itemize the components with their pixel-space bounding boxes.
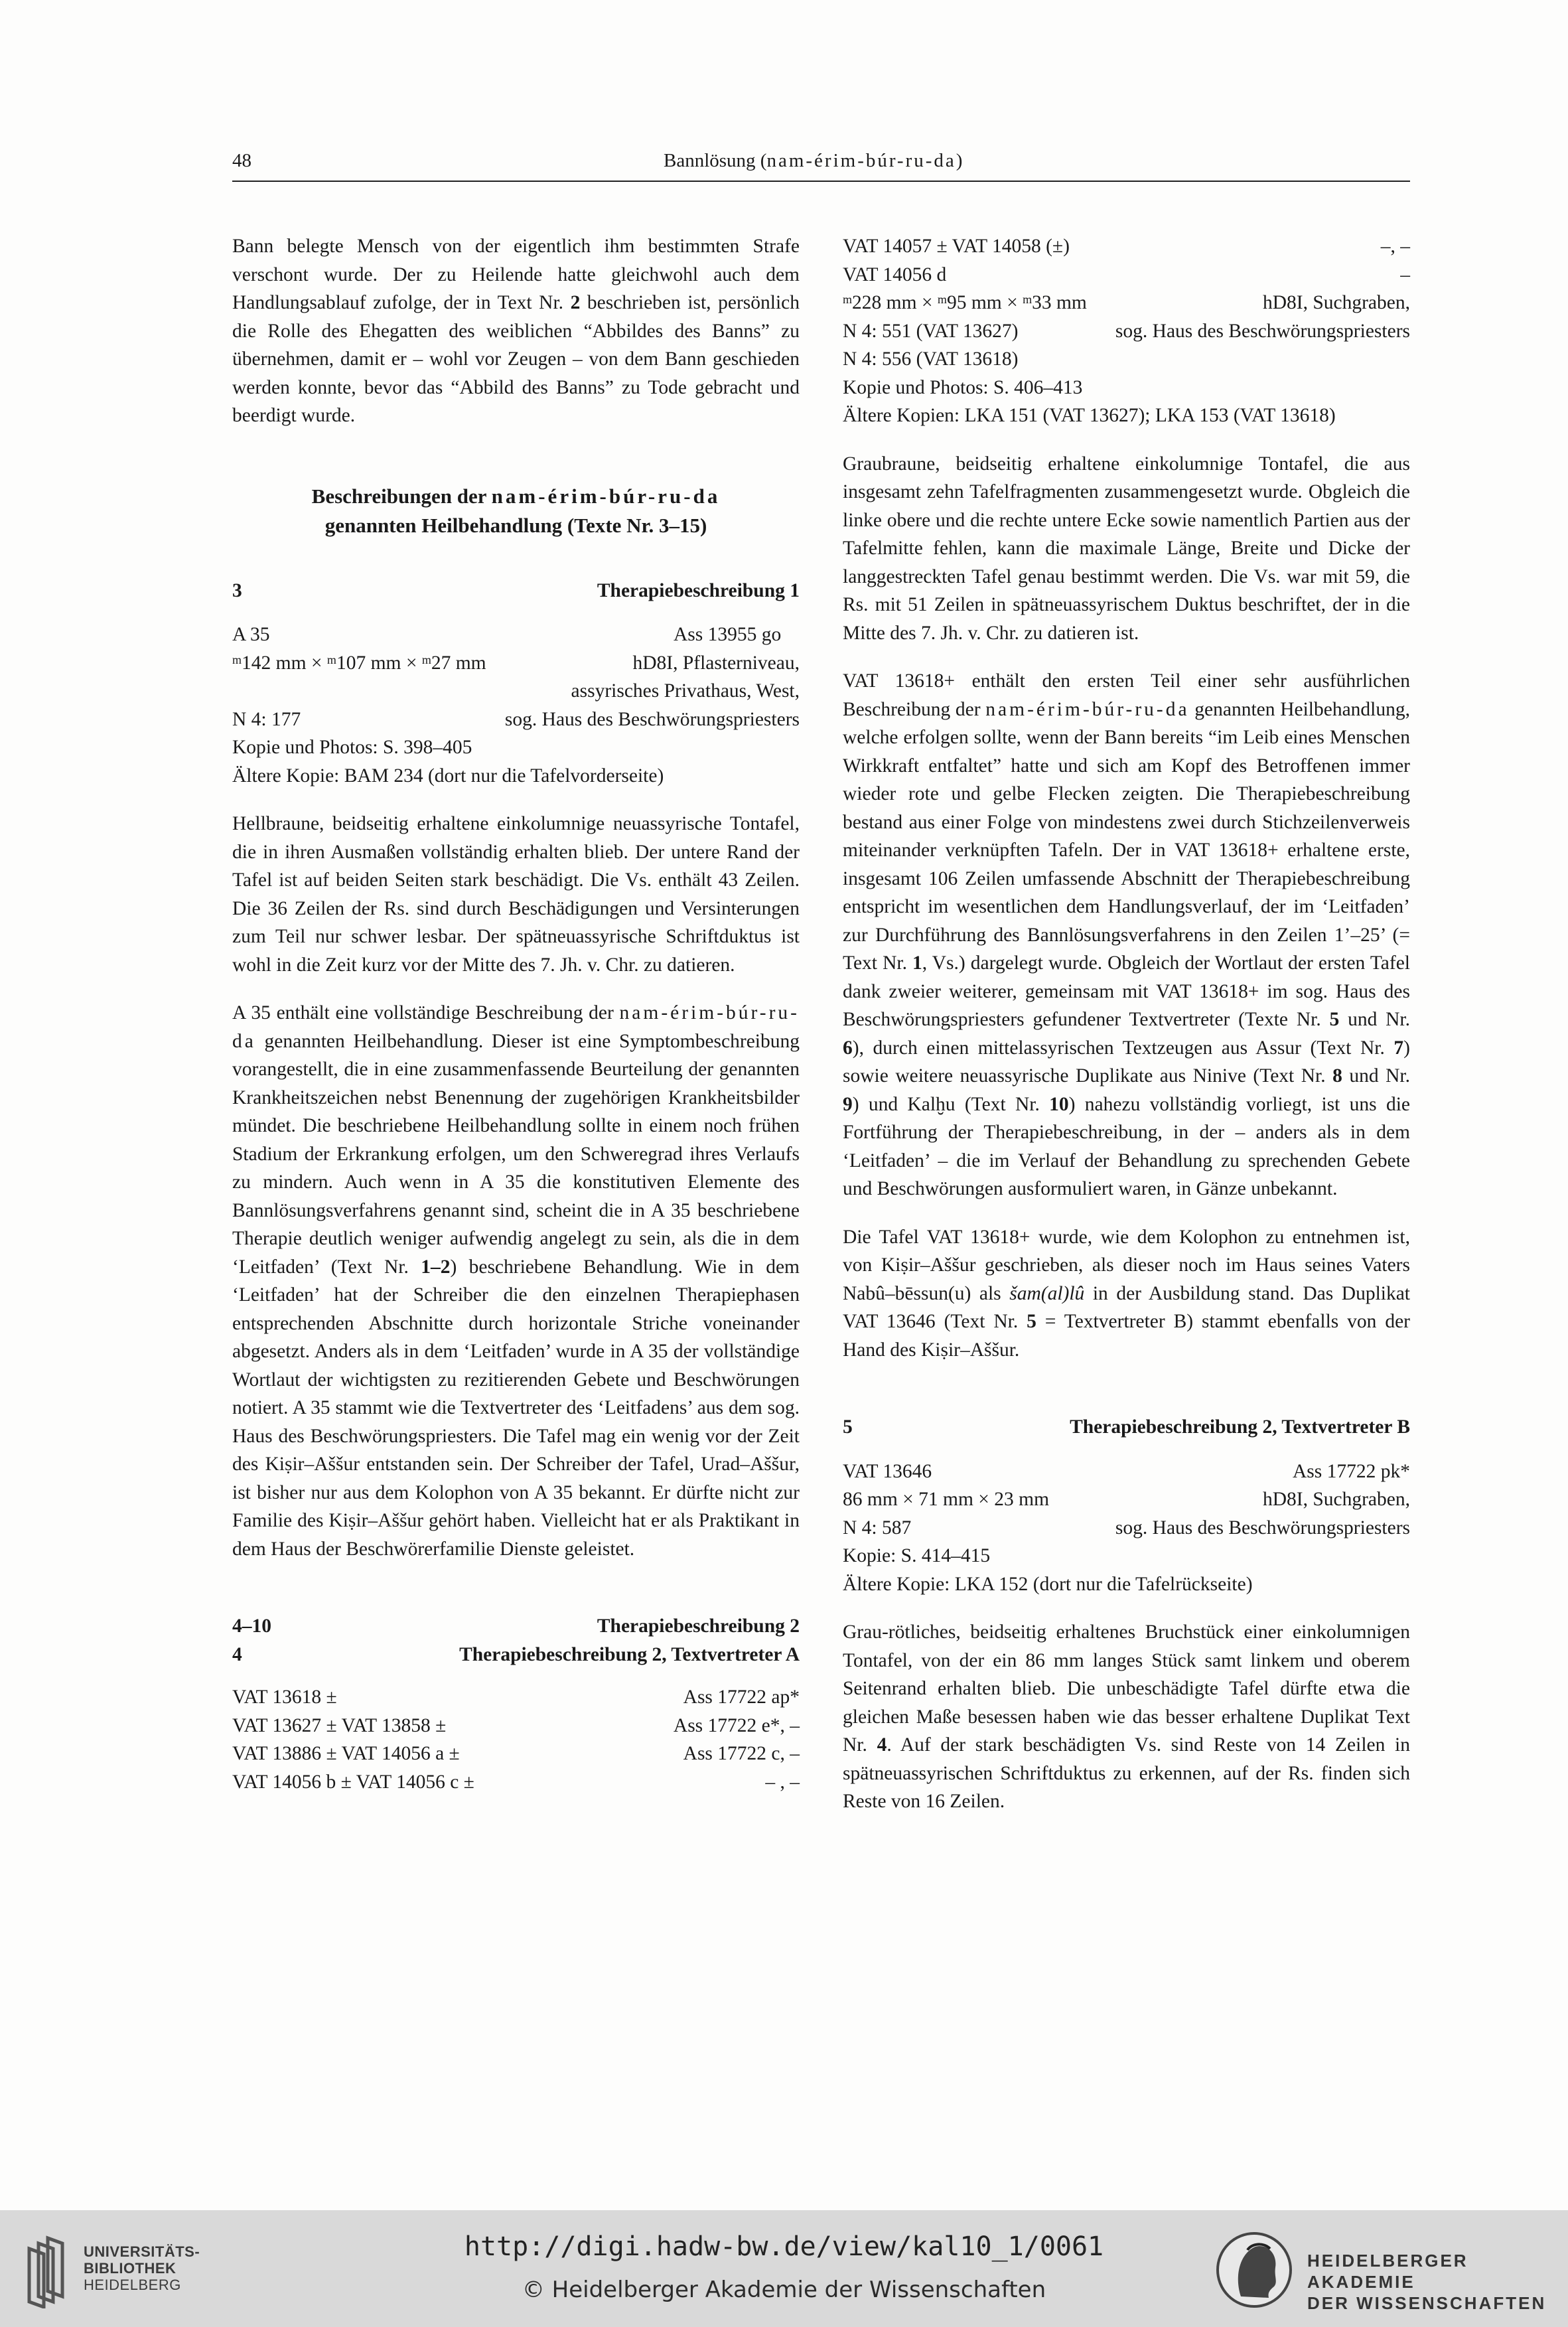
text-3-heading: 3 Therapiebeschreibung 1: [232, 579, 800, 601]
text-4-registry-continued: VAT 14057 ± VAT 14058 (±) –, – VAT 14056 d – $^m$228 mm × $^m$95 mm × $^m$33 mm hD8I, Suchgraben, N 4: 551 (VAT 13627) sog. Haus des Beschwörungspriesters N 4: 556 (VAT 13618) Kopie und Photos: S. 406–413 Ältere Kopien: LKA 151 (VAT 13627); LKA 153 (VAT 13618): [843, 236, 1410, 426]
ub-heidelberg-logo[interactable]: UNIVERSITÄTS- BIBLIOTHEK HEIDELBERG: [24, 2229, 190, 2312]
text-3-description: Hellbraune, beidseitig erhaltene einkolumnige neuassyrische Tontafel, die in ihren Ausmaßen vollständig erhalten blieb. Der untere Rand der Tafel ist auf beiden Seiten stark beschädigt. Die Vs. enthält 43 Zeilen. Die 36 Zeilen der Rs. sind durch Beschädigungen und Versinterungen zum Teil nur schwer lesbar. Der spätneuassyrische Schriftduktus ist wohl in die Zeit kurz vor der Mitte des 7. Jh. v. Chr. zu datieren.: [232, 813, 800, 976]
right-column: [843, 232, 1410, 1816]
intro-paragraph: Bann belegte Mensch von der eigentlich ihm bestimmten Strafe verschont wurde. Der zu Heilende hatte gleichwohl auch dem Handlungsablauf zufolge, der in Text Nr. 2 beschrieben ist, persönlich die Rolle des Ehegatten des weiblichen “Abbildes des Banns” zu übernehmen, damit er – wohl vor Zeugen – von dem Bann geschieden werden konnte, bevor das “Abbild des Banns” zu Tode gebracht und beerdigt wurde.: [232, 236, 800, 426]
text-4-description: Graubraune, beidseitig erhaltene einkolumnige Tontafel, die aus insgesamt zehn Tafelfragmenten zusammengesetzt wurde. Obgleich die linke obere und die rechte untere Ecke sowie namentlich Partien aus der Tafelmitte fehlen, kann die maximale Länge, Breite und Dicke der langgestreckten Tafel genau bestimmt werden. Die Vs. war mit 59, die Rs. mit 51 Zeilen in spätneuassyrischem Duktus beschriftet, der in die Mitte des 7. Jh. v. Chr. zu datieren ist.: [843, 453, 1410, 644]
text-4-10-heading: 4–10 Therapiebeschreibung 2: [232, 1615, 800, 1637]
permalink-url[interactable]: http://digi.hadw-bw.de/view/kal10_1/0061: [464, 2231, 1104, 2262]
academy-head-emblem-icon: [1214, 2223, 1297, 2316]
running-title: Bannlösung (nam-érim-búr-ru-da): [664, 150, 963, 171]
text-5-heading: 5 Therapiebeschreibung 2, Textvertreter B: [843, 1416, 1410, 1438]
digitization-footer: [0, 2210, 1568, 2327]
text-3-metadata: A 35 Ass 13955 go $^m$142 mm × $^m$107 mm × $^m$27 mm hD8I, Pflasterniveau, assyrisches Privathaus, West, N 4: 177 sog. Haus des Beschwörungspriesters Kopie und Photos: S. 398–405 Ältere Kopie: BAM 234 (dort nur die Tafelvorderseite): [232, 624, 800, 787]
copyright-notice: © Heidelberger Akademie der Wissenschaften: [522, 2277, 1046, 2303]
text-4-heading: 4 Therapiebeschreibung 2, Textvertreter A: [232, 1643, 800, 1665]
running-header: [232, 147, 1410, 182]
text-5-description: Grau-rötliches, beidseitig erhaltenes Bruchstück einer einkolumnigen Tontafel, von der ein 86 mm langes Stück samt linkem und oberem Seitenrand erhalten blieb. Die unbeschädigte Tafel dürfte etwa die gleichen Maße besessen haben wie das besser erhaltene Duplikat Text Nr. 4. Auf der stark beschädigten Vs. sind Reste von 14 Zeilen in spätneuassyrischen Schriftduktus zu erkennen, auf der Rs. finden sich Reste von 16 Zeilen.: [843, 1621, 1410, 1812]
text-4-commentary: VAT 13618+ enthält den ersten Teil einer sehr ausführlichen Beschreibung der nam-érim-búr-ru-da genannten Heilbehandlung, welche erfolgen sollte, wenn der Bann bereits “im Leib eines Menschen Wirkkraft entfaltet” hatte und sich am Kopf des Betroffenen immer wieder rote und gelbe Flecken zeigten. Die Therapiebeschreibung bestand aus einer Folge von mindestens zwei durch Stichzeilenverweis miteinander verknüpften Tafeln. Der in VAT 13618+ erhaltene erste, insgesamt 106 Zeilen umfassende Abschnitt der Therapiebeschreibung entspricht im wesentlichen dem Handlungsverlauf, der im ‘Leitfaden’ zur Durchführung des Bannlösungsverfahrens in den Zeilen 1’–25’ (= Text Nr. 1, Vs.) dargelegt wurde. Obgleich der Wortlaut der ersten Tafel dank zweier weiterer, gemeinsam mit VAT 13618+ im sog. Haus des Beschwörungspriesters gefundener Textvertreter (Texte Nr. 5 und Nr. 6), durch einen mittelassyrischen Textzeugen aus Assur (Text Nr. 7) sowie weitere neuassyrische Duplikate aus Ninive (Text Nr. 8 und Nr. 9) und Kalḫu (Text Nr. 10) nahezu vollständig vorliegt, ist uns die Fortführung der Therapiebeschreibung, in der – anders als in dem ‘Leitfaden’ – die im Verlauf der Behandlung zu sprechenden Gebete und Beschwörungen ausformuliert waren, in Gänze unbekannt.: [843, 670, 1411, 1199]
text-3-commentary: A 35 enthält eine vollständige Beschreibung der nam-érim-búr-ru-da genannten Heilbehandlung. Dieser ist eine Symptombeschreibung vorangestellt, die in eine zusammenfassende Beurteilung der genannten Krankheitszeichen nebst Benennung der zugehörigen Krankheitsbilder mündet. Die beschriebene Heilbehandlung sollte in einem noch frühen Stadium der Erkrankung erfolgen, um den Schweregrad ihres Verlaufs zu mindern. Auch wenn in A 35 die konstitutiven Elemente des Bannlösungsverfahrens genannt sind, scheint die in A 35 beschriebene Therapie deutlich weniger aufwendig angelegt zu sein, als die in dem ‘Leitfaden’ (Text Nr. 1–2) beschriebene Behandlung. Wie in dem ‘Leitfaden’ hat der Schreiber die den einzelnen Therapiephasen entsprechenden Abschnitte durch horizontale Striche voneinander abgesetzt. Anders als in dem ‘Leitfaden’ wurde in A 35 der vollständige Wortlaut der wichtigsten zu rezitierenden Gebete und Beschwörungen notiert. A 35 stammt wie die Textvertreter des ‘Leitfadens’ aus dem sog. Haus des Beschwörungspriesters. Die Tafel mag ein wenig vor der Zeit des Kiṣir–Aššur entstanden sein. Der Schreiber der Tafel, Urad–Aššur, ist bisher nur aus dem Kolophon von A 35 bekannt. Er dürfte nicht zur Familie des Kiṣir–Aššur gehört haben. Vielleicht hat er als Praktikant in dem Haus der Beschwörerfamilie Dienste geleistet.: [232, 1002, 800, 1560]
hadw-logo[interactable]: HEIDELBERGER AKADEMIE DER WISSENSCHAFTEN: [1214, 2223, 1559, 2316]
text-4-registry: VAT 13618 ± Ass 17722 ap* VAT 13627 ± VAT 13858 ± Ass 17722 e*, – VAT 13886 ± VAT 14056 a ± Ass 17722 c, – VAT 14056 b ± VAT 14056 c ± – , –: [232, 1687, 800, 1793]
page-number: 48: [232, 150, 251, 171]
section-heading: Beschreibungen der nam-érim-búr-ru-da genannten Heilbehandlung (Texte Nr. 3–15): [311, 484, 721, 537]
text-5-metadata: VAT 13646 Ass 17722 pk* 86 mm × 71 mm × 23 mm hD8I, Suchgraben, N 4: 587 sog. Haus des Beschwörungspriesters Kopie: S. 414–415 Ältere Kopie: LKA 152 (dort nur die Tafelrückseite): [843, 1460, 1410, 1595]
left-column: [232, 232, 800, 1796]
text-4-colophon-note: Die Tafel VAT 13618+ wurde, wie dem Kolophon zu entnehmen ist, von Kiṣir–Aššur geschrieben, als dieser noch im Haus seines Vaters Nabû–bēssun(u) als šam(al)lû in der Ausbildung stand. Das Duplikat VAT 13646 (Text Nr. 5 = Textvertreter B) stammt ebenfalls von der Hand des Kiṣir–Aššur.: [843, 1226, 1410, 1361]
